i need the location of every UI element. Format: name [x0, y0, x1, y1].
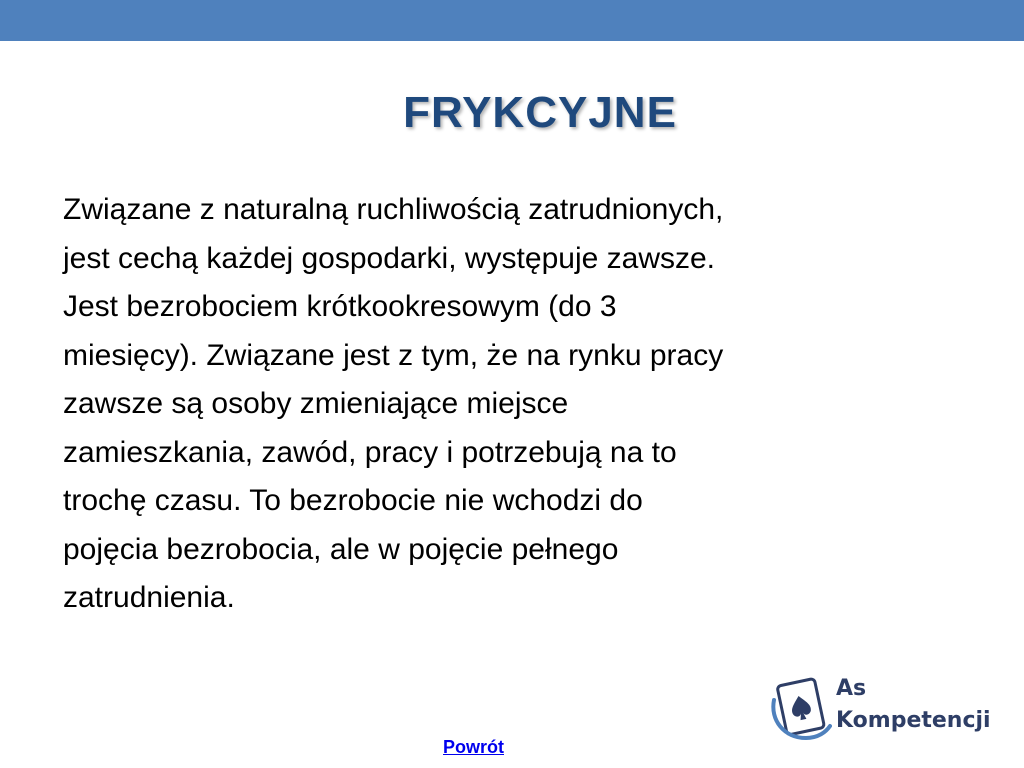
slide-body-text: Związane z naturalną ruchliwością zatrudnionych, jest cechą każdej gospodarki, występuje zawsze. Jest bezrobociem krótkookresowym (do 3 miesięcy). Związane jest z tym, że na rynku pracy zawsze są osoby zmieniające miejsce zamieszkania, zawód, pracy i potrzebują na to trochę czasu. To bezrobocie nie wchodzi do pojęcia bezrobocia, ale w pojęcie pełnego zatrudnienia.	[63, 193, 724, 614]
as-kompetencji-logo	[768, 672, 998, 744]
logo-text-line-2: Kompetencji	[836, 708, 991, 733]
logo-text-line-1: As	[836, 676, 867, 701]
slide-title: FRYKCYJNE	[403, 88, 677, 137]
spade-card-icon	[768, 672, 832, 744]
top-accent-bar	[0, 0, 1024, 41]
back-link[interactable]: Powrót	[443, 737, 504, 757]
